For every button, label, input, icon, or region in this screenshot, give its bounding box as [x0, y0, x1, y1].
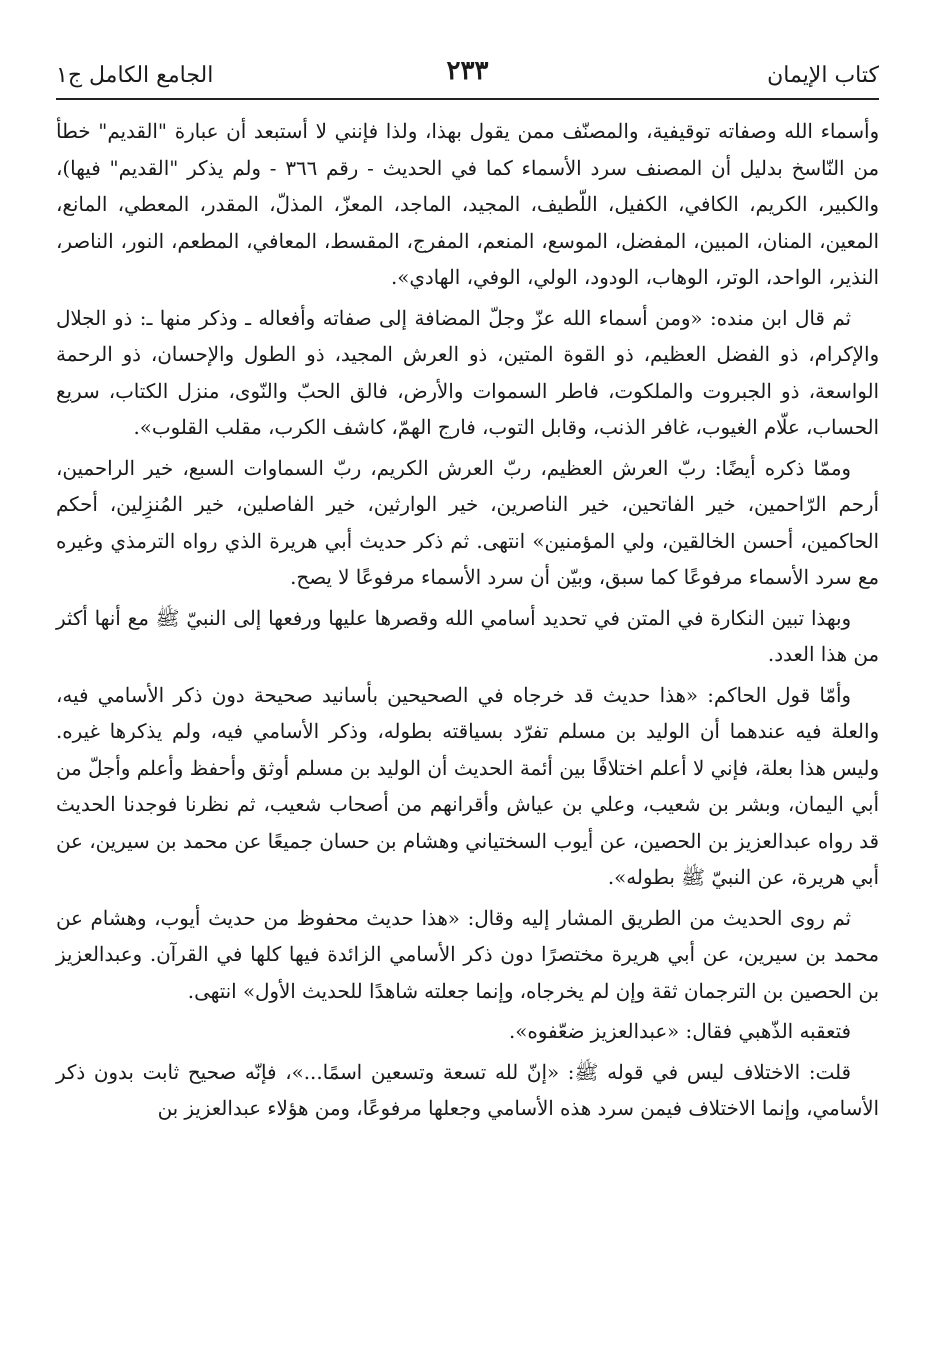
volume-title: الجامع الكامل ج١	[56, 62, 214, 88]
paragraph-8: قلت: الاختلاف ليس في قوله ﷺ: «إنّ لله تسعة وتسعين اسمًا...»، فإنّه صحيح ثابت بدون ذكر الأسامي، وإنما الاختلاف فيمن سرد هذه الأسامي وجعلها مرفوعًا، ومن هؤلاء عبدالعزيز بن	[56, 1060, 879, 1120]
paragraph-1: وأسماء الله وصفاته توقيفية، والمصنّف ممن يقول بهذا، ولذا فإنني لا أستبعد أن عبارة "القديم" خطأ من النّاسخ بدليل أن المصنف سرد الأسماء كما في الحديث - رقم ٣٦٦ - ولم يذكر "القديم" فيها)، والكبير، الكريم، الكافي، الكفيل، اللّطيف، المجيد، الماجد، المعزّ، المذلّ، المقدر، المعطي، المانع، المعين، المنان، المبين، المفضل، الموسع، المنعم، المفرج، المقسط، المعافي، المطعم، النور، الناصر، النذير، الواحد، الوتر، الوهاب، الودود، الولي، الوفي، الهادي».	[56, 120, 879, 289]
page-number: ٢٣٣	[446, 56, 489, 86]
paragraph-2: ثم قال ابن منده: «ومن أسماء الله عزّ وجلّ المضافة إلى صفاته وأفعاله ـ وذكر منها ـ: ذو الجلال والإكرام، ذو الفضل العظيم، ذو القوة المتين، ذو العرش المجيد، ذو الطول والإحسان، ذو الرحمة الواسعة، ذو الجبروت والملكوت، فاطر السموات والأرض، فالق الحبّ والنّوى، منزل الكتاب، سريع الحساب، علّام الغيوب، غافر الذنب، وقابل التوب، فارج الهمّ، كاشف الكرب، مقلب القلوب».	[56, 306, 879, 439]
paragraph-6: ثم روى الحديث من الطريق المشار إليه وقال: «هذا حديث محفوظ من حديث أيوب، وهشام عن محمد بن سيرين، عن أبي هريرة مختصرًا دون ذكر الأسامي الزائدة فيها كلها في القرآن. وعبدالعزيز بن الحصين بن الترجمان ثقة وإن لم يخرجاه، وإنما جعلته شاهدًا للحديث الأول» انتهى.	[56, 906, 879, 1003]
paragraph-4: وبهذا تبين النكارة في المتن في تحديد أسامي الله وقصرها عليها ورفعها إلى النبيّ ﷺ مع أنها أكثر من هذا العدد.	[56, 606, 879, 666]
book-title: كتاب الإيمان	[767, 62, 879, 88]
paragraph-7: فتعقبه الذّهبي فقال: «عبدالعزيز ضعّفوه».	[509, 1020, 851, 1043]
paragraph-3: وممّا ذكره أيضًا: ربّ العرش العظيم، ربّ العرش الكريم، ربّ السماوات السبع، خير الراحمين، أرحم الرّاحمين، خير الفاتحين، خير الناصرين، خير الوارثين، خير الفاصلين، خير المُنزِلين، أحكم الحاكمين، أحسن الخالقين، ولي المؤمنين» انتهى. ثم ذكر حديث أبي هريرة الذي رواه الترمذي وغيره مع سرد الأسماء مرفوعًا كما سبق، وبيّن أن سرد الأسماء مرفوعًا لا يصح.	[56, 456, 879, 589]
paragraph-5: وأمّا قول الحاكم: «هذا حديث قد خرجاه في الصحيحين بأسانيد صحيحة دون ذكر الأسامي فيه، والعلة فيه عندهما أن الوليد بن مسلم تفرّد بسياقته بطوله، وذكر الأسامي فيه، ولم يذكرها غيره. وليس هذا بعلة، فإني لا أعلم اختلافًا بين أئمة الحديث أن الوليد بن مسلم أوثق وأحفظ وأعلم وأجلّ من أبي اليمان، وبشر بن شعيب، وعلي بن عياش وأقرانهم من أصحاب شعيب، ثم نظرنا فوجدنا الحديث قد رواه عبدالعزيز بن الحصين، عن أيوب السختياني وهشام بن حسان جميعًا عن محمد بن سيرين، عن أبي هريرة، عن النبيّ ﷺ بطوله».	[56, 683, 879, 889]
running-header	[56, 52, 879, 100]
page-body	[56, 100, 879, 1128]
